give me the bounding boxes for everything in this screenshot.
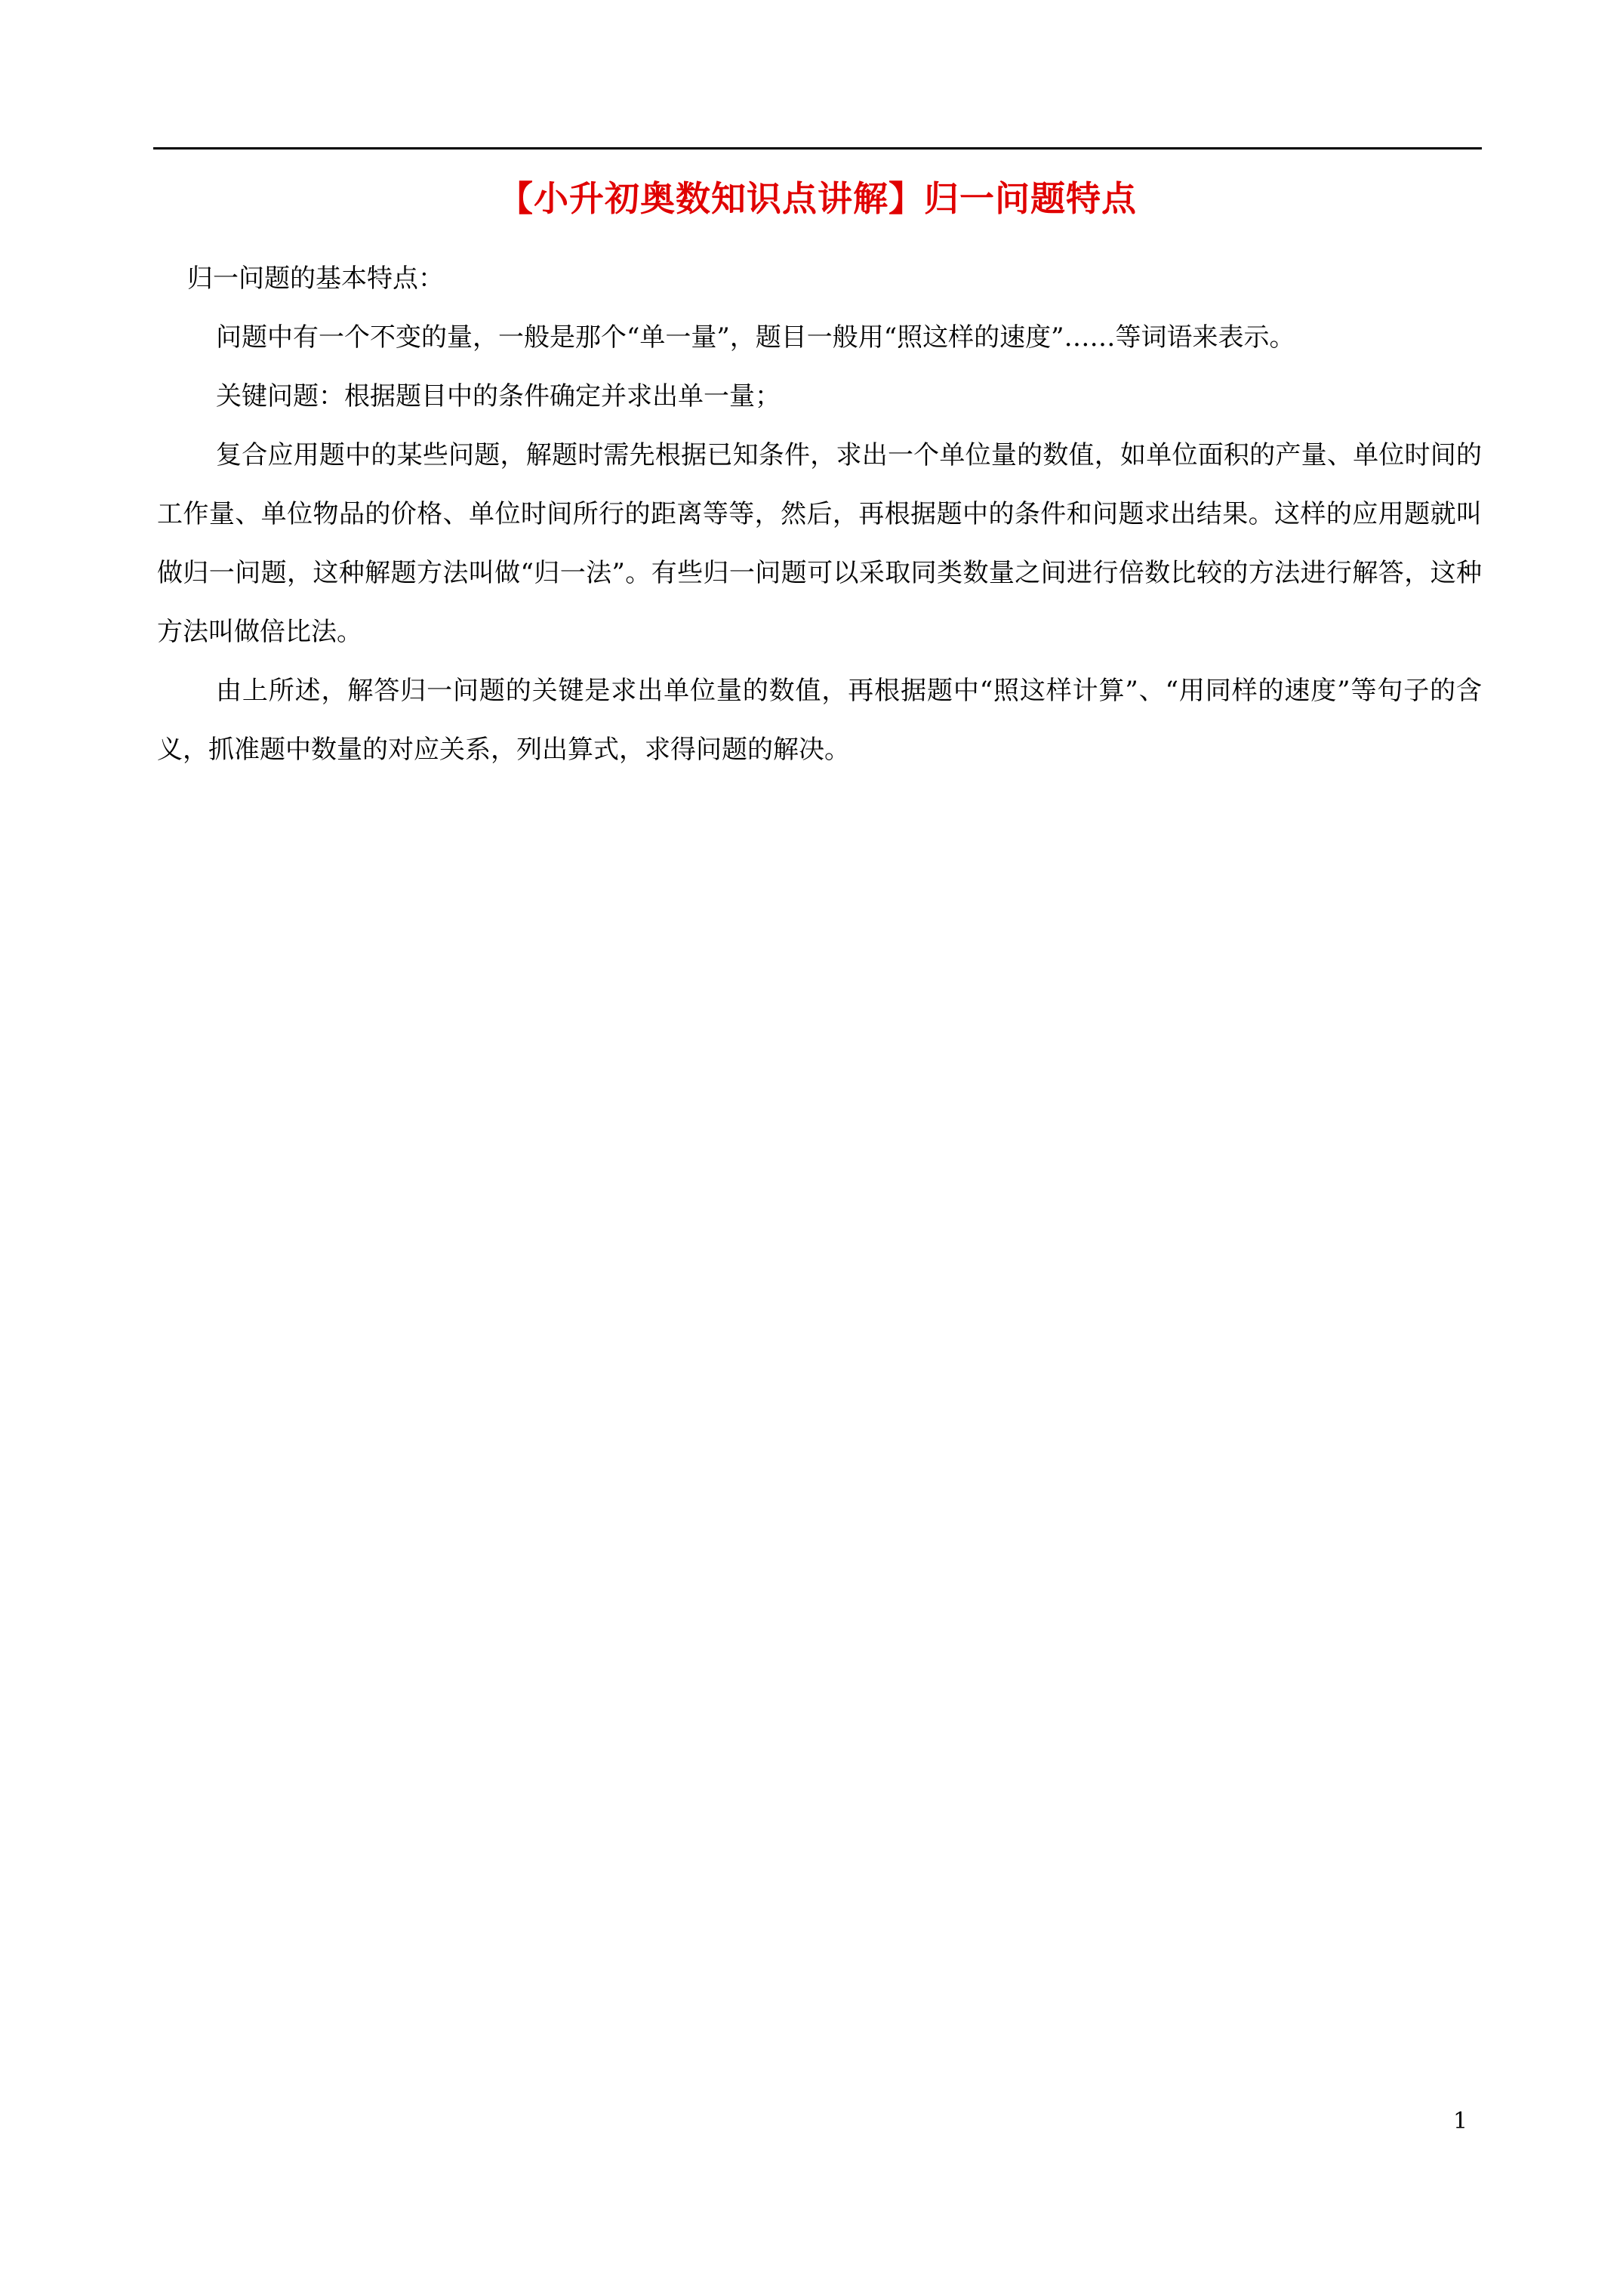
header-rule [153, 147, 1482, 149]
paragraph-definition: 复合应用题中的某些问题，解题时需先根据已知条件，求出一个单位量的数值，如单位面积的产量、单位时间的工作量、单位物品的价格、单位时间所行的距离等等，然后，再根据题中的条件和问题求出结果。这样的应用题就叫做归一问题，这种解题方法叫做“归一法”。有些归一问题可以采取同类数量之间进行倍数比较的方法进行解答，这种方法叫做倍比法。 [157, 440, 1482, 647]
page-number: 1 [1453, 2108, 1468, 2134]
paragraph-summary: 由上所述，解答归一问题的关键是求出单位量的数值，再根据题中“照这样计算”、“用同样的速度”等句子的含义，抓准题中数量的对应关系，列出算式，求得问题的解决。 [157, 676, 1482, 765]
document-title: 【小升初奥数知识点讲解】归一问题特点 [498, 178, 1137, 219]
document-body [157, 249, 1482, 779]
paragraph-intro: 归一问题的基本特点： [187, 264, 444, 294]
paragraph-key-question: 关键问题：根据题目中的条件确定并求出单一量； [216, 381, 781, 411]
paragraph-feature: 问题中有一个不变的量，一般是那个“单一量”，题目一般用“照这样的速度”……等词语来表示。 [216, 322, 1295, 353]
